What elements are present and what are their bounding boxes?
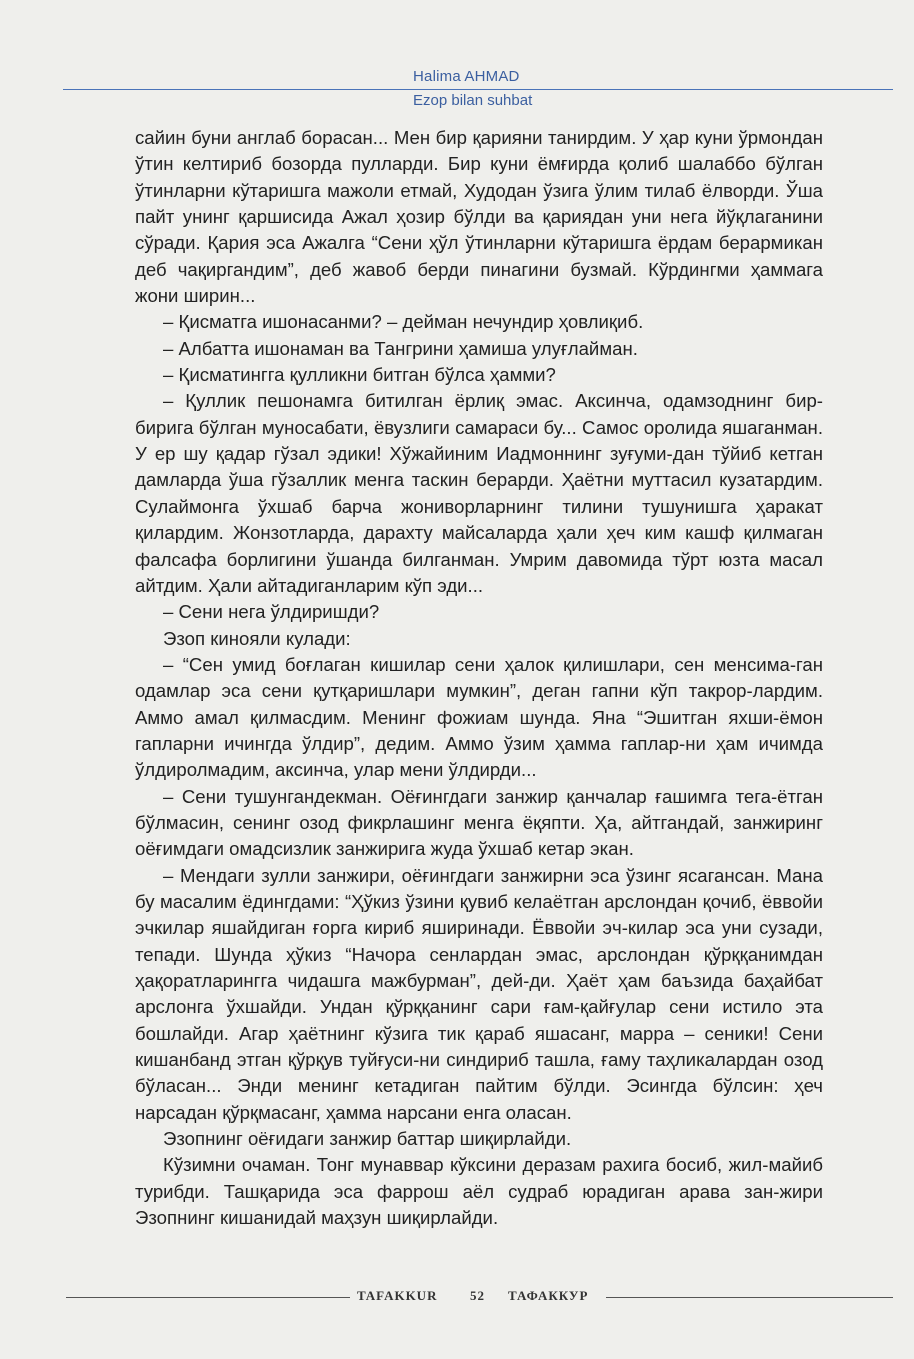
header-rule: [63, 89, 893, 90]
footer-magazine-cyrillic: ТАФАККУР: [508, 1288, 589, 1303]
article-body: [135, 125, 823, 1231]
paragraph: – Қисматга ишонасанми? – дейман нечундир ҳовлиқиб.: [163, 311, 644, 333]
paragraph: – “Сен умид боғлаган кишилар сени ҳалок қилишлари, сен менсима-ган одамлар эса сени қутқаришлари мумкин”, деган гапни кўп такрор-лардим. Аммо амал қилмасдим. Менинг фожиам шунда. Яна “Эшитган яхши-ёмон гапларни ичингда ўлдир”, дедим. Аммо ўзим ҳамма гаплар-ни ҳам ичимда ўлдиролмадим, аксинча, улар мени ўлдирди...: [135, 653, 823, 781]
footer-magazine-latin: TAFAKKUR: [357, 1288, 438, 1303]
paragraph: Эзоп кинояли кулади:: [163, 627, 351, 649]
paragraph: – Мендаги зулли занжири, оёғингдаги занжирни эса ўзинг ясагансан. Мана бу масалим ёдингдами: “Ҳўкиз ўзини қувиб келаётган арслондан қочиб, ёввойи эчкилар яшайдиган ғорга кириб яширинади. Ёввойи эч-килар эса уни сузади, тепади. Шунда ҳўкиз “Начора сенлардан эмас, арслондан қўрққанимдан ҳақоратларингга чидашга мажбурман”, дей-ди. Ҳаёт ҳам баъзида баҳайбат арслонга ўхшайди. Ундан қўрққанинг сари ғам-қайғулар сени истило эта бошлайди. Агар ҳаётнинг кўзига тик қараб яшасанг, марра – сеники! Сени кишанбанд этган қўрқув туйғуси-ни синдириб ташла, ғаму таҳликалардан озод бўласан... Энди менинг кетадиган пайтим бўлди. Эсингда бўлсин: ҳеч нарсадан қўрқмасанг, ҳамма нарсани енга оласан.: [135, 864, 823, 1123]
paragraph: Кўзимни очаман. Тонг мунаввар кўксини деразам рахига босиб, жил-майиб турибди. Ташқарида эса фаррош аёл судраб юрадиган арава зан-жири Эзопнинг кишанидай маҳзун шиқирлайди.: [135, 1154, 823, 1229]
paragraph: – Қисматингга қулликни битган бўлса ҳамми?: [163, 364, 556, 386]
footer-rule-left: [66, 1297, 350, 1298]
paragraph: Эзопнинг оёғидаги занжир баттар шиқирлайди.: [163, 1128, 572, 1150]
footer-rule-right: [606, 1297, 893, 1298]
page-header: [0, 0, 914, 110]
header-subtitle: Ezop bilan suhbat: [413, 92, 533, 109]
header-author: Halima AHMAD: [413, 68, 520, 85]
page-number: 52: [470, 1288, 485, 1303]
paragraph: – Сени нега ўлдиришди?: [163, 601, 380, 623]
paragraph: – Қуллик пешонамга битилган ёрлиқ эмас. Аксинча, одамзоднинг бир-бирига бўлган муносабати, ёвузлиги самараси бу... Самос оролида яшаганман. У ер шу қадар гўзал эдики! Хўжайиним Иадмоннинг зуғуми-дан тўйиб кетган дамларда ўша гўзаллик менга таскин берарди. Ҳаётни муттасил кузатардим. Сулаймонга ўхшаб барча жониворларнинг тилини тушунишга ҳаракат қилардим. Жонзотларда, дарахту майсаларда ҳали ҳеч ким кашф қилмаган фалсафа борлигини ўшанда билганман. Умрим давомида тўрт юзта масал айтдим. Ҳали айтадиганларим кўп эди...: [135, 390, 823, 596]
paragraph: – Сени тушунгандекман. Оёғингдаги занжир қанчалар ғашимга тега-ётган бўлмасин, сенинг озод фикрлашинг менга ёқяпти. Ҳа, айтгандай, занжиринг оёғимдаги омадсизлик занжирига жуда ўхшаб кетар экан.: [135, 785, 823, 860]
paragraph: – Албатта ишонаман ва Тангрини ҳамиша улуғлайман.: [163, 337, 638, 359]
paragraph: сайин буни англаб борасан... Мен бир қарияни танирдим. У ҳар куни ўрмондан ўтин келтириб бозорда пулларди. Бир куни ёмғирда қолиб шалаббо бўлган ўтинларни кўтаришга мажоли етмай, Худодан ўзига ўлим тилаб ёлворди. Ўша пайт унинг қаршисида Ажал ҳозир бўлди ва қариядан уни нега йўқлаганини сўради. Қария эса Ажалга “Сени ҳўл ўтинларни кўтаришга ёрдам берармикан деб чақиргандим”, деб жавоб берди пинагини бузмай. Кўрдингми ҳаммага жони ширин...: [135, 127, 823, 307]
page-footer: [0, 1285, 914, 1309]
